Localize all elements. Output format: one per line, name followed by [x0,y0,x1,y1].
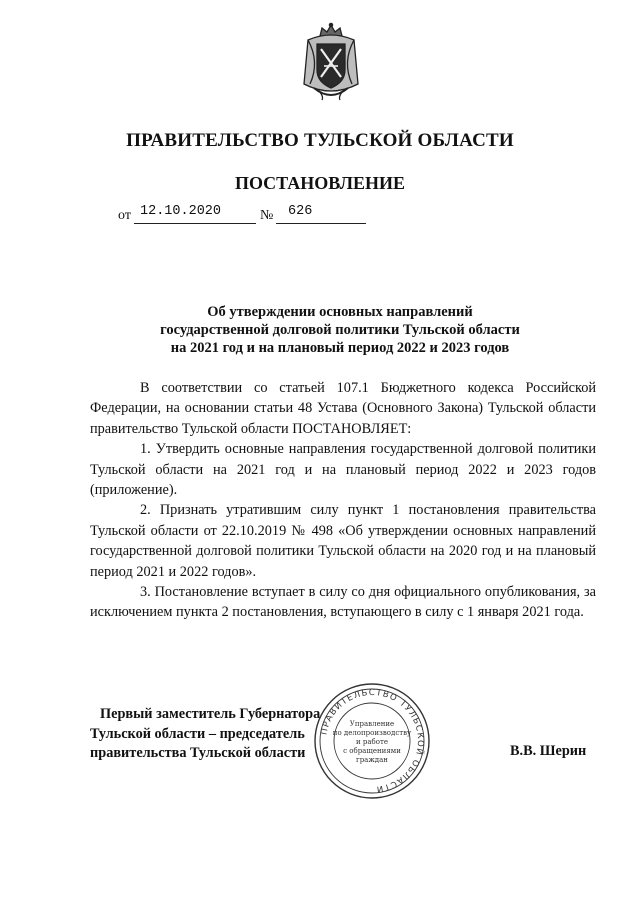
date-prefix: от [118,208,131,223]
document-subject [0,303,640,357]
stamp-center-line: с обращениями [343,747,401,755]
subject-line: государственной долговой политики Тульской области [160,322,520,338]
document-number: 626 [288,204,313,219]
stamp-center-line: граждан [356,756,388,764]
signer-position-line: правительства Тульской области [90,745,306,761]
official-stamp [313,682,431,800]
subject-line: на 2021 год и на плановый период 2022 и 2023 годов [170,340,510,356]
body-paragraph: 2. Признать утратившим силу пункт 1 постановления правительства Тульской области от 22.10.2019 № 498 «Об утверждении основных направлений государственной долговой политики Тульской области на 2020 год и на плановый период 2021 и 2022 годов». [90,502,596,580]
signer-position-line: Первый заместитель Губернатора [100,706,321,722]
body-paragraph: В соответствии со статьей 107.1 Бюджетного кодекса Российской Федерации, на основании статьи 48 Устава (Основного Закона) Тульской области правительство Тульской области ПОСТАНОВЛЯЕТ: [90,380,596,437]
document-body [90,378,596,623]
document-meta [118,204,388,228]
number-underline [276,223,366,224]
tula-coat-of-arms-icon [300,22,362,102]
subject-line: Об утверждении основных направлений [207,304,473,320]
number-prefix: № [260,208,274,223]
stamp-center-line: Управление [349,720,395,728]
date-underline [134,223,256,224]
stamp-center-line: и работе [356,738,388,746]
body-paragraph: 1. Утвердить основные направления государственной долговой политики Тульской области на 2021 год и на плановый период 2022 и 2023 годов (приложение). [90,441,596,499]
government-title: ПРАВИТЕЛЬСТВО ТУЛЬСКОЙ ОБЛАСТИ [126,130,514,151]
document-date: 12.10.2020 [140,204,222,219]
body-paragraph: 3. Постановление вступает в силу со дня официального опубликования, за исключением пункта 2 постановления, вступающего в силу с 1 января 2021 года. [90,584,596,621]
signer-position-line: Тульской области – председатель [90,725,305,742]
stamp-ring-text: ПРАВИТЕЛЬСТВО ТУЛЬСКОЙ ОБЛАСТИ [319,687,426,794]
signer-position [90,705,320,764]
document-type: ПОСТАНОВЛЕНИЕ [234,173,406,193]
signer-name: В.В. Шерин [510,743,587,759]
stamp-center-line: по делопроизводству [332,729,412,737]
